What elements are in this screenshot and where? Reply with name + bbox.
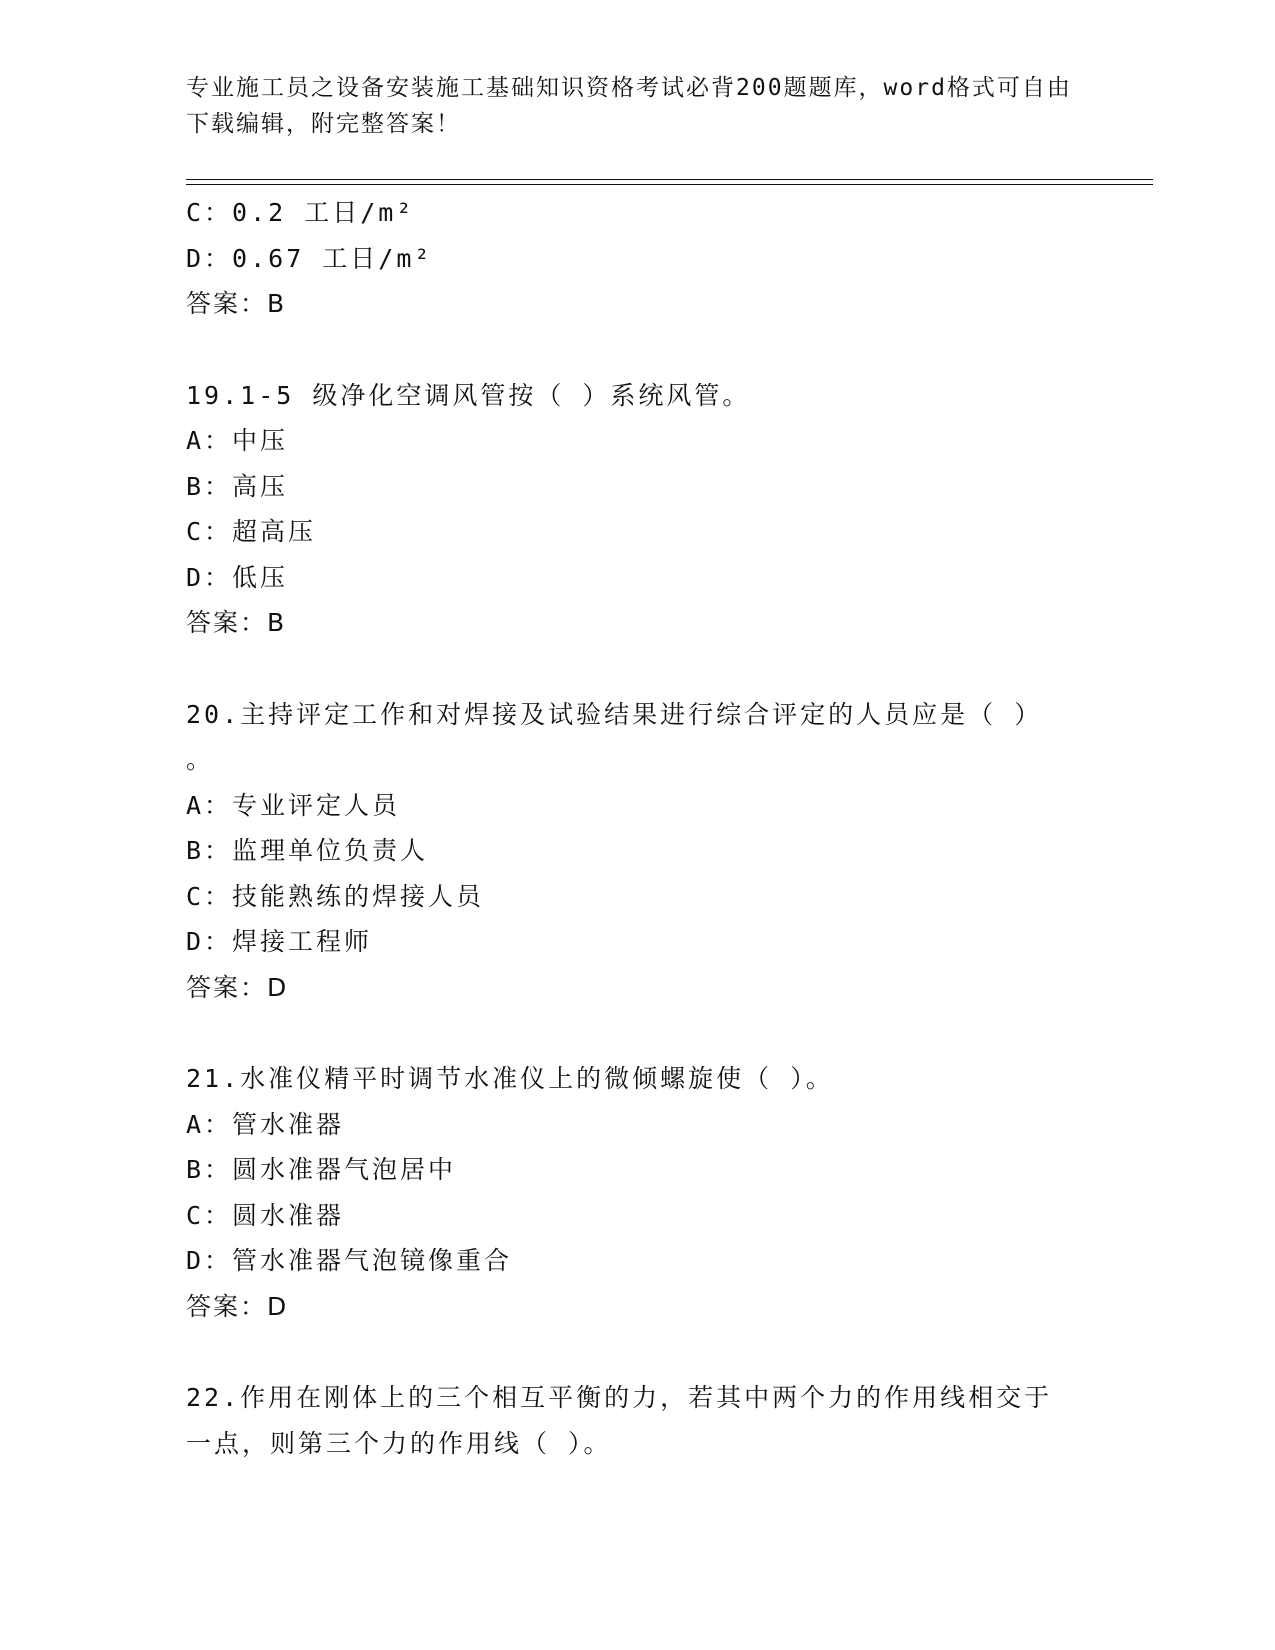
question-19 [186, 373, 1086, 646]
question-21 [186, 1056, 1086, 1329]
question-20 [186, 692, 1086, 1011]
option-b: B：高压 [186, 471, 289, 501]
option-d: D：管水准器气泡镜像重合 [186, 1246, 513, 1275]
option-d: D：焊接工程师 [186, 927, 373, 956]
option-c: C：技能熟练的焊接人员 [186, 881, 485, 911]
spacer [186, 327, 1086, 373]
header-title-line-2: 下载编辑，附完整答案！ [186, 111, 461, 137]
answer: 答案：B [186, 608, 287, 637]
option-a: A：中压 [186, 426, 289, 455]
option-c: C：超高压 [186, 517, 317, 546]
spacer [186, 1010, 1086, 1056]
option-a: A：管水准器 [186, 1109, 345, 1139]
document-header [186, 70, 1072, 142]
question-stem-line-2: 一点，则第三个力的作用线（ ）。 [186, 1428, 612, 1458]
header-divider-bottom [186, 184, 1153, 185]
question-stem-line-1: 22.作用在刚体上的三个相互平衡的力，若其中两个力的作用线相交于 [186, 1383, 1053, 1412]
option-b: B：监理单位负责人 [186, 836, 429, 865]
option-c: C：0.2 工日/m² [186, 198, 415, 227]
option-b: B：圆水准器气泡居中 [186, 1155, 457, 1184]
question-stem: 21.水准仪精平时调节水准仪上的微倾螺旋使（ ）。 [186, 1064, 834, 1093]
question-list [186, 190, 1086, 1466]
option-a: A：专业评定人员 [186, 790, 401, 820]
question-22 [186, 1375, 1086, 1466]
question-stem-line-1: 20.主持评定工作和对焊接及试验结果进行综合评定的人员应是（ ） [186, 699, 1043, 729]
spacer [186, 646, 1086, 692]
question-18-continued [186, 190, 1086, 327]
question-stem: 19.1-5 级净化空调风管按（ ）系统风管。 [186, 380, 751, 410]
option-d: D：0.67 工日/m² [186, 243, 433, 273]
option-c: C：圆水准器 [186, 1200, 345, 1230]
header-title-line-1: 专业施工员之设备安装施工基础知识资格考试必背200题题库，word格式可自由 [186, 75, 1072, 101]
question-stem-line-2: 。 [186, 745, 215, 774]
answer: 答案：D [186, 1291, 289, 1321]
spacer [186, 1329, 1086, 1375]
answer: 答案：D [186, 972, 289, 1002]
option-d: D：低压 [186, 562, 289, 592]
answer: 答案：B [186, 289, 287, 318]
header-divider-top [186, 179, 1153, 180]
